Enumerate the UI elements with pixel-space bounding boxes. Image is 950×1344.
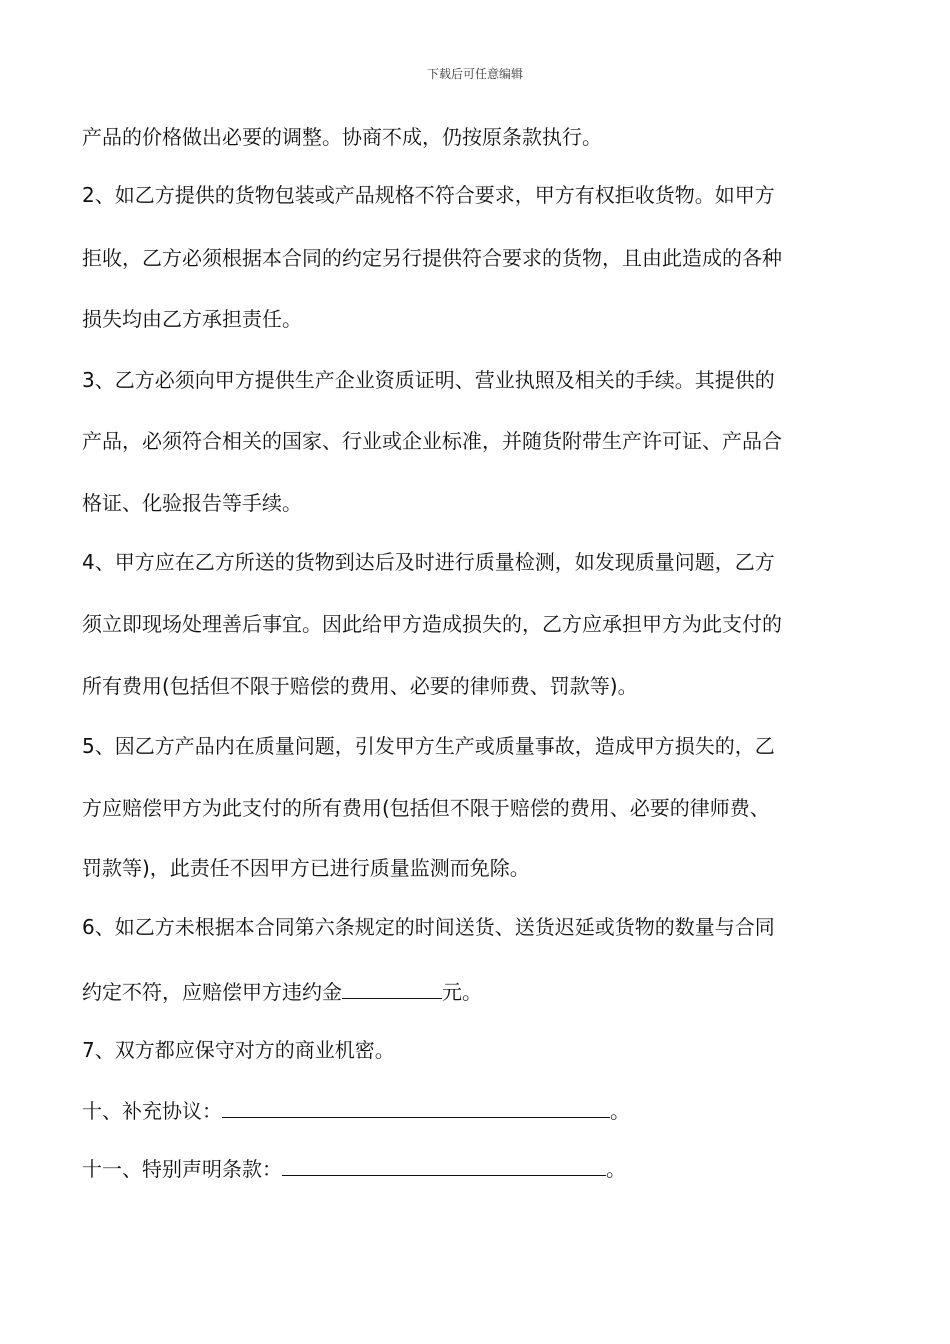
supplement-line [82, 1097, 882, 1124]
special-terms-end: 。 [606, 1157, 626, 1181]
special-terms-label: 十一、特别声明条款： [82, 1157, 282, 1181]
confidentiality-clause: 7、双方都应保守对方的商业机密。 [82, 1038, 395, 1062]
supplement-blank [222, 1097, 610, 1118]
clause-text-line: 拒收，乙方必须根据本合同的约定另行提供符合要求的货物，且由此造成的各种 [82, 246, 782, 270]
clause-text-line: 3、乙方必须向甲方提供生产企业资质证明、营业执照及相关的手续。其提供的 [82, 368, 775, 392]
special-terms-line [82, 1155, 882, 1182]
clause-text-line: 损失均由乙方承担责任。 [82, 307, 302, 331]
clause-text-line: 5、因乙方产品内在质量问题，引发甲方生产或质量事故，造成甲方损失的，乙 [82, 734, 775, 758]
clause-text-line: 产品，必须符合相关的国家、行业或企业标准，并随货附带生产许可证、产品合 [82, 429, 782, 453]
clause-text-line: 2、如乙方提供的货物包装或产品规格不符合要求，甲方有权拒收货物。如甲方 [82, 183, 775, 207]
penalty-line [82, 978, 882, 1005]
clause-text-line: 4、甲方应在乙方所送的货物到达后及时进行质量检测，如发现质量问题，乙方 [82, 550, 775, 574]
clause-text-line: 产品的价格做出必要的调整。协商不成，仍按原条款执行。 [82, 125, 602, 149]
clause-text-line: 所有费用(包括但不限于赔偿的费用、必要的律师费、罚款等)。 [82, 674, 638, 698]
penalty-text: 约定不符，应赔偿甲方违约金 [82, 980, 342, 1004]
supplement-end: 。 [610, 1099, 630, 1123]
clause-text-line: 方应赔偿甲方为此支付的所有费用(包括但不限于赔偿的费用、必要的律师费、 [82, 796, 770, 820]
penalty-unit: 元。 [442, 980, 482, 1004]
clause-text-line: 须立即现场处理善后事宜。因此给甲方造成损失的，乙方应承担甲方为此支付的 [82, 612, 782, 636]
supplement-label: 十、补充协议： [82, 1099, 222, 1123]
clause-text-line: 格证、化验报告等手续。 [82, 491, 302, 515]
clause-text-line: 罚款等)，此责任不因甲方已进行质量监测而免除。 [82, 856, 530, 880]
penalty-amount-blank [342, 978, 442, 999]
page-header: 下载后可任意编辑 [426, 67, 523, 81]
clause-text-line: 6、如乙方未根据本合同第六条规定的时间送货、送货迟延或货物的数量与合同 [82, 915, 775, 939]
special-terms-blank [282, 1155, 606, 1176]
